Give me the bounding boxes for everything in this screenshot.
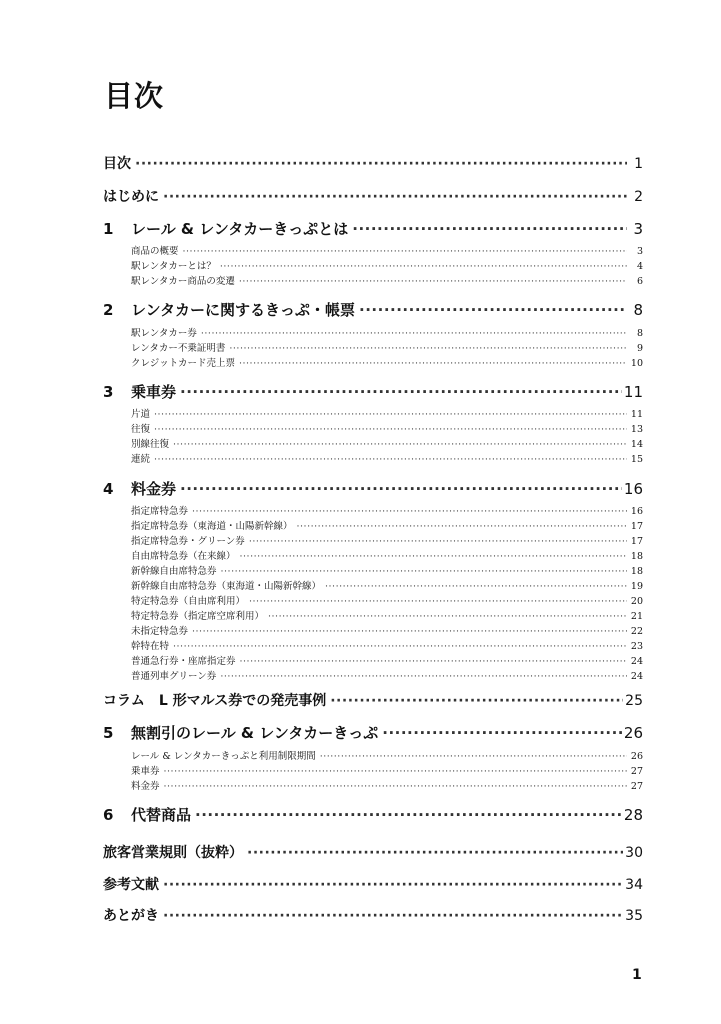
- chapter-number: 1: [103, 220, 114, 238]
- entry-page-number: 24: [630, 671, 643, 682]
- toc-chapter-entry: [103, 186, 643, 206]
- entry-title: レール & レンタカーきっぷと利用制限期間: [131, 751, 316, 762]
- entry-page-number: 24: [630, 656, 643, 667]
- dot-leader: [164, 766, 627, 777]
- dot-leader: [268, 611, 627, 622]
- dot-leader: [249, 536, 627, 547]
- entry-page-number: 34: [625, 877, 643, 893]
- dot-leader: [239, 276, 627, 287]
- entry-page-number: 8: [633, 301, 643, 319]
- page-title: 目次: [104, 79, 165, 113]
- toc-section-entry: [131, 436, 643, 450]
- dot-leader: [163, 189, 627, 205]
- chapter-number: 3: [103, 383, 114, 401]
- entry-title: 料金券: [131, 781, 160, 792]
- entry-title: 普通列車グリーン券: [131, 671, 217, 682]
- toc-chapter-entry: [103, 874, 643, 894]
- entry-title: 幹特在特: [131, 641, 170, 652]
- dot-leader: [297, 521, 627, 532]
- dot-leader: [180, 383, 622, 401]
- entry-page-number: 6: [636, 276, 643, 287]
- toc-section-entry: [131, 608, 643, 622]
- dot-leader: [163, 877, 623, 893]
- entry-title: 駅レンタカー券: [131, 328, 197, 339]
- entry-page-number: 27: [630, 781, 643, 792]
- dot-leader: [382, 724, 622, 742]
- toc-section-entry: [131, 406, 643, 420]
- toc-section-entry: [131, 623, 643, 637]
- chapter-number: 2: [103, 301, 114, 319]
- toc-section-entry: [131, 451, 643, 465]
- entry-title: 指定席特急券: [131, 506, 189, 517]
- entry-page-number: 11: [630, 409, 643, 420]
- entry-page-number: 16: [630, 506, 643, 517]
- toc-chapter-entry: [103, 381, 643, 402]
- toc-section-entry: [131, 533, 643, 547]
- entry-title: 特定特急券（指定席空席利用）: [131, 611, 265, 622]
- entry-page-number: 23: [630, 641, 643, 652]
- entry-title: 別線往復: [131, 439, 170, 450]
- dot-leader: [247, 845, 623, 861]
- toc-section-entry: [131, 638, 643, 652]
- entry-page-number: 20: [630, 596, 643, 607]
- entry-page-number: 26: [630, 751, 643, 762]
- dot-leader: [195, 806, 622, 824]
- dot-leader: [320, 751, 627, 762]
- dot-leader: [330, 693, 623, 709]
- toc-section-entry: [131, 563, 643, 577]
- toc-section-entry: [131, 578, 643, 592]
- dot-leader: [249, 596, 627, 607]
- entry-title: 駅レンタカーとは？: [131, 261, 216, 272]
- toc-section-entry: [131, 503, 643, 517]
- entry-page-number: 17: [630, 521, 643, 532]
- entry-page-number: 19: [630, 581, 643, 592]
- entry-page-number: 17: [630, 536, 643, 547]
- entry-page-number: 22: [630, 626, 643, 637]
- entry-page-number: 26: [623, 724, 643, 742]
- toc-section-entry: [131, 325, 643, 339]
- entry-page-number: 28: [623, 806, 643, 824]
- toc-section-entry: [131, 548, 643, 562]
- entry-title: 乗車券: [131, 766, 160, 777]
- entry-title: 商品の概要: [131, 246, 179, 257]
- dot-leader: [240, 656, 627, 667]
- toc-section-entry: [131, 340, 643, 354]
- dot-leader: [164, 781, 627, 792]
- entry-title: 駅レンタカー商品の変遷: [131, 276, 235, 287]
- dot-leader: [201, 328, 627, 339]
- dot-leader: [180, 480, 622, 498]
- entry-title: 参考文献: [103, 877, 159, 893]
- dot-leader: [325, 581, 627, 592]
- entry-title: 連続: [131, 454, 151, 465]
- chapter-number: 4: [103, 480, 114, 498]
- entry-title: 料金券: [131, 480, 177, 498]
- toc-section-entry: [131, 518, 643, 532]
- dot-leader: [229, 343, 627, 354]
- entry-title: はじめに: [103, 189, 159, 205]
- entry-page-number: 35: [625, 908, 643, 924]
- dot-leader: [220, 261, 627, 272]
- entry-page-number: 15: [630, 454, 643, 465]
- entry-title: 自由席特急券（在来線）: [131, 551, 236, 562]
- entry-title: あとがき: [103, 908, 159, 924]
- entry-title: 代替商品: [131, 806, 192, 824]
- toc-section-entry: [131, 653, 643, 667]
- entry-title: 特定特急券（自由席利用）: [131, 596, 246, 607]
- entry-page-number: 18: [630, 551, 643, 562]
- dot-leader: [221, 566, 627, 577]
- entry-page-number: 14: [630, 439, 643, 450]
- toc-chapter-entry: [103, 804, 643, 825]
- toc-chapter-entry: [103, 722, 643, 743]
- toc-section-entry: [131, 593, 643, 607]
- entry-title: 新幹線自由席特急券（東海道・山陽新幹線）: [131, 581, 322, 592]
- dot-leader: [163, 908, 623, 924]
- toc-section-entry: [131, 243, 643, 257]
- toc-section-entry: [131, 668, 643, 682]
- dot-leader: [192, 506, 627, 517]
- entry-title: 指定席特急券・グリーン券: [131, 536, 245, 547]
- dot-leader: [359, 301, 627, 319]
- dot-leader: [239, 358, 627, 369]
- entry-page-number: 1: [634, 156, 643, 172]
- toc-section-entry: [131, 258, 643, 272]
- entry-page-number: 18: [630, 566, 643, 577]
- toc-chapter-entry: [103, 905, 643, 925]
- entry-title: 指定席特急券（東海道・山陽新幹線）: [131, 521, 293, 532]
- entry-page-number: 21: [630, 611, 643, 622]
- entry-title: レンタカーに関するきっぷ・帳票: [131, 301, 356, 319]
- entry-title: 普通急行券・座席指定券: [131, 656, 236, 667]
- entry-page-number: 8: [636, 328, 643, 339]
- toc-chapter-entry: [103, 478, 643, 499]
- dot-leader: [154, 454, 627, 465]
- toc-section-entry: [131, 355, 643, 369]
- toc-section-entry: [131, 421, 643, 435]
- entry-title: レール & レンタカーきっぷとは: [131, 220, 349, 238]
- dot-leader: [154, 424, 627, 435]
- entry-page-number: 25: [625, 693, 643, 709]
- page-number: 1: [632, 967, 642, 983]
- entry-title: 未指定特急券: [131, 626, 189, 637]
- entry-page-number: 2: [634, 189, 643, 205]
- dot-leader: [154, 409, 627, 420]
- entry-page-number: 27: [630, 766, 643, 777]
- entry-title: 無割引のレール & レンタカーきっぷ: [131, 724, 379, 742]
- entry-title: 目次: [103, 156, 131, 172]
- toc-chapter-entry: [103, 153, 643, 173]
- dot-leader: [173, 439, 627, 450]
- dot-leader: [352, 220, 627, 238]
- chapter-number: 6: [103, 806, 114, 824]
- entry-title: 乗車券: [131, 383, 177, 401]
- chapter-number: 5: [103, 724, 114, 742]
- entry-title: 旅客営業規則（抜粋）: [103, 845, 243, 861]
- toc-section-entry: [131, 273, 643, 287]
- entry-page-number: 10: [630, 358, 643, 369]
- dot-leader: [135, 156, 627, 172]
- toc-chapter-entry: [103, 299, 643, 320]
- dot-leader: [220, 671, 627, 682]
- dot-leader: [192, 626, 627, 637]
- dot-leader: [240, 551, 627, 562]
- entry-page-number: 11: [623, 383, 643, 401]
- entry-page-number: 3: [636, 246, 643, 257]
- entry-title: 往復: [131, 424, 151, 435]
- entry-title: コラム L 形マルス券での発売事例: [103, 693, 327, 709]
- toc-chapter-entry: [103, 218, 643, 239]
- entry-page-number: 9: [636, 343, 643, 354]
- entry-page-number: 16: [623, 480, 643, 498]
- toc-chapter-entry: [103, 842, 643, 862]
- toc-chapter-entry: [103, 690, 643, 710]
- entry-title: クレジットカード売上票: [131, 358, 235, 369]
- entry-title: 片道: [131, 409, 151, 420]
- toc-section-entry: [131, 763, 643, 777]
- toc-section-entry: [131, 748, 643, 762]
- dot-leader: [173, 641, 627, 652]
- entry-page-number: 13: [630, 424, 643, 435]
- entry-page-number: 4: [636, 261, 643, 272]
- entry-title: 新幹線自由席特急券: [131, 566, 217, 577]
- entry-title: レンタカー不乗証明書: [131, 343, 226, 354]
- dot-leader: [183, 246, 627, 257]
- toc-section-entry: [131, 778, 643, 792]
- entry-page-number: 3: [633, 220, 643, 238]
- entry-page-number: 30: [625, 845, 643, 861]
